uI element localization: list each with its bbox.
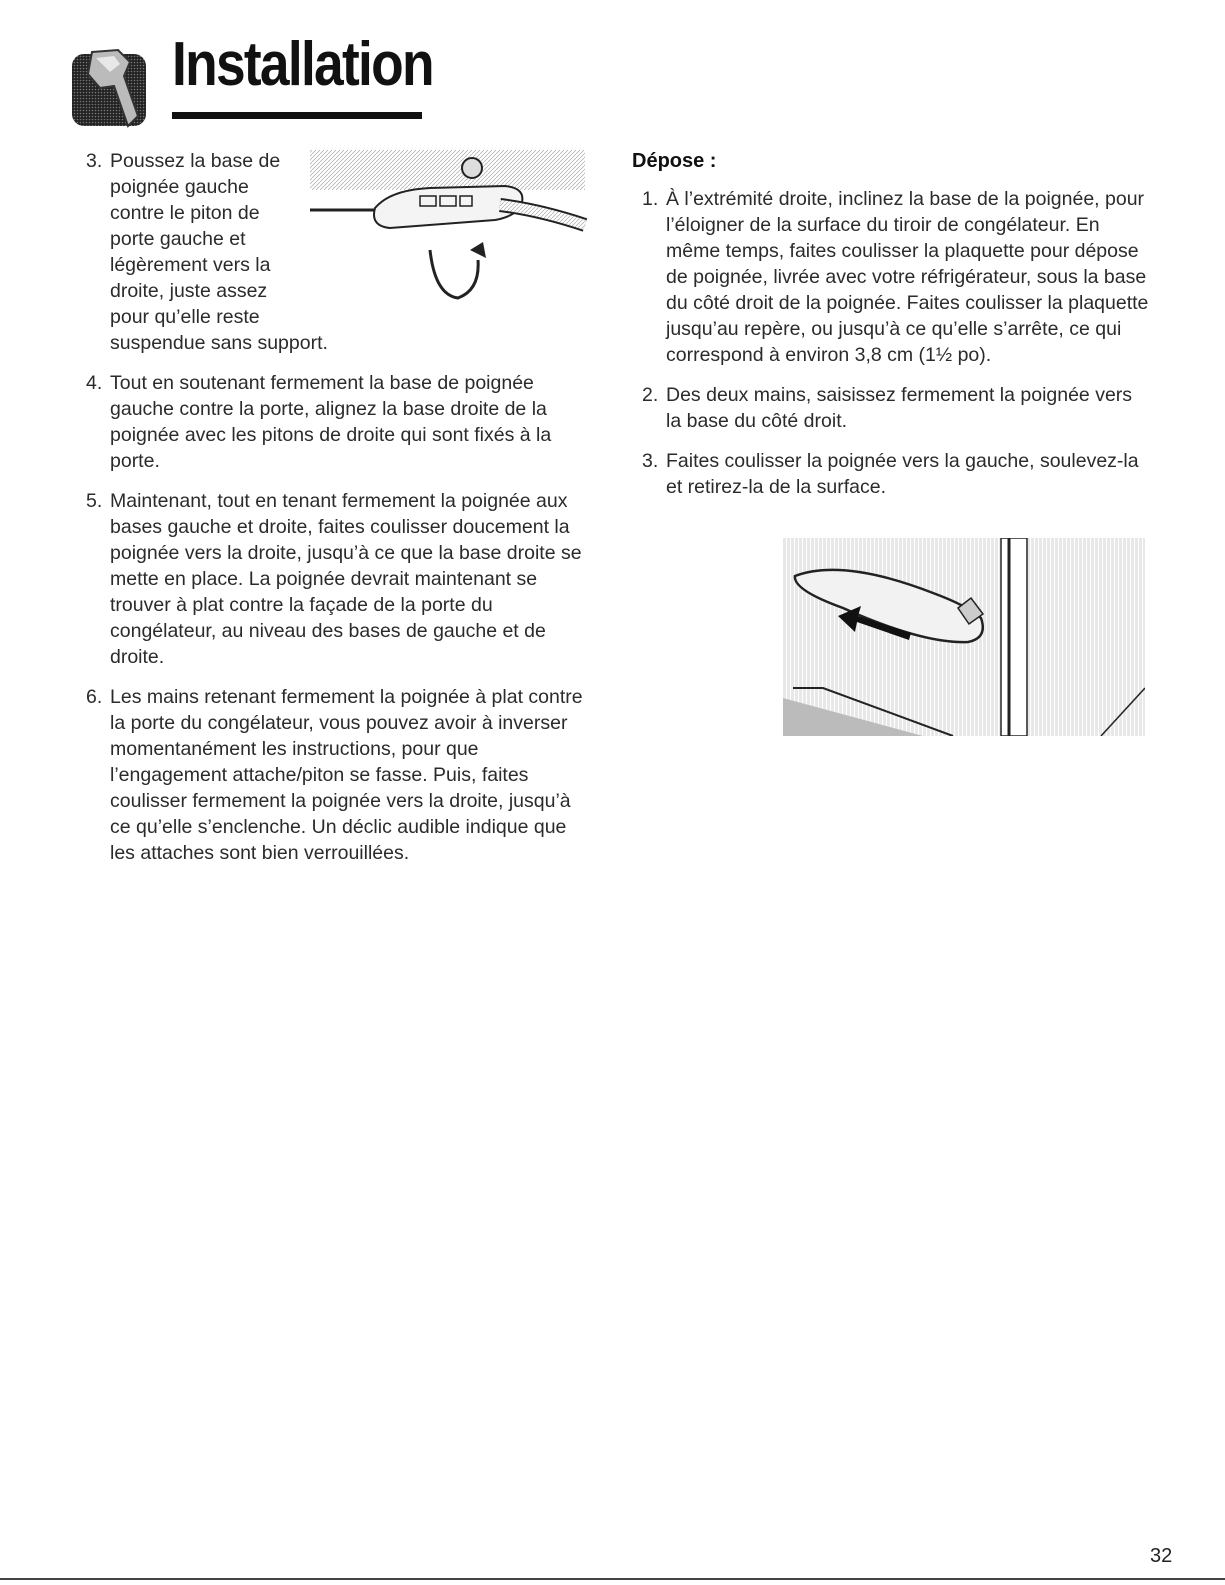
- handle-base-illustration: [300, 150, 590, 305]
- step-number: 5.: [86, 490, 103, 512]
- step-text: Les mains retenant fermement la poignée à plat contre la porte du congélateur, vous pouvez avoir à inverser momentanément les instructions, pour que l’engagement attache/piton se fasse. Puis, faites coulisser fermement la poignée vers la droite, jusqu’à ce qu’elle s’enclenche. Un déclic audible indique que les attaches sont bien verrouillées.: [110, 686, 583, 864]
- right-column: [632, 148, 1152, 514]
- wrench-icon: [70, 46, 152, 132]
- step-text-tail: suspendue sans support.: [110, 332, 328, 354]
- list-item: [86, 370, 596, 474]
- page-number: 32: [1150, 1545, 1173, 1567]
- step-number: 3.: [86, 150, 103, 172]
- step-text: Faites coulisser la poignée vers la gauche, soulevez-la et retirez-la de la surface.: [666, 450, 1139, 498]
- step-text: Tout en soutenant fermement la base de poignée gauche contre la porte, alignez la base droite de la poignée avec les pitons de droite qui sont fixés à la porte.: [110, 372, 552, 472]
- list-item: [86, 488, 596, 670]
- section-heading: Dépose :: [632, 150, 717, 172]
- list-item: [86, 684, 596, 866]
- step-text: Des deux mains, saisissez fermement la poignée vers la base du côté droit.: [666, 384, 1133, 432]
- step-number: 3.: [642, 450, 659, 472]
- step-number: 1.: [642, 188, 659, 210]
- handle-removal-illustration: [783, 538, 1145, 736]
- bottom-rule: [0, 1578, 1225, 1580]
- list-item: [632, 382, 1152, 434]
- step-text: Maintenant, tout en tenant fermement la poignée aux bases gauche et droite, faites coulisser doucement la poignée vers la droite, jusqu’à ce que la base droite se mette en place. La poignée devrait maintenant se trouver à plat contre la façade de la porte du congélateur, au niveau des bases de gauche et de droite.: [110, 490, 582, 668]
- step-number: 4.: [86, 372, 103, 394]
- step-text: À l’extrémité droite, inclinez la base de la poignée, pour l’éloigner de la surface du tiroir de congélateur. En même temps, faites coulisser la plaquette pour dépose de poignée, livrée avec votre réfrigérateur, sous la base du côté droit de la poignée. Faites coulisser la plaquette jusqu’au repère, ou jusqu’à ce qu’elle s’arrête, ce qui correspond à environ 3,8 cm (1½ po).: [666, 188, 1149, 366]
- step-number: 6.: [86, 686, 103, 708]
- title-underline: [172, 112, 422, 119]
- step-text: Poussez la base de poignée gauche contre le piton de porte gauche et légèrement vers la droite, juste assez pour qu’elle reste: [110, 150, 281, 328]
- step-number: 2.: [642, 384, 659, 406]
- removal-steps: [632, 186, 1152, 500]
- list-item: [632, 186, 1152, 368]
- page-title: Installation: [172, 30, 433, 99]
- list-item: [632, 448, 1152, 500]
